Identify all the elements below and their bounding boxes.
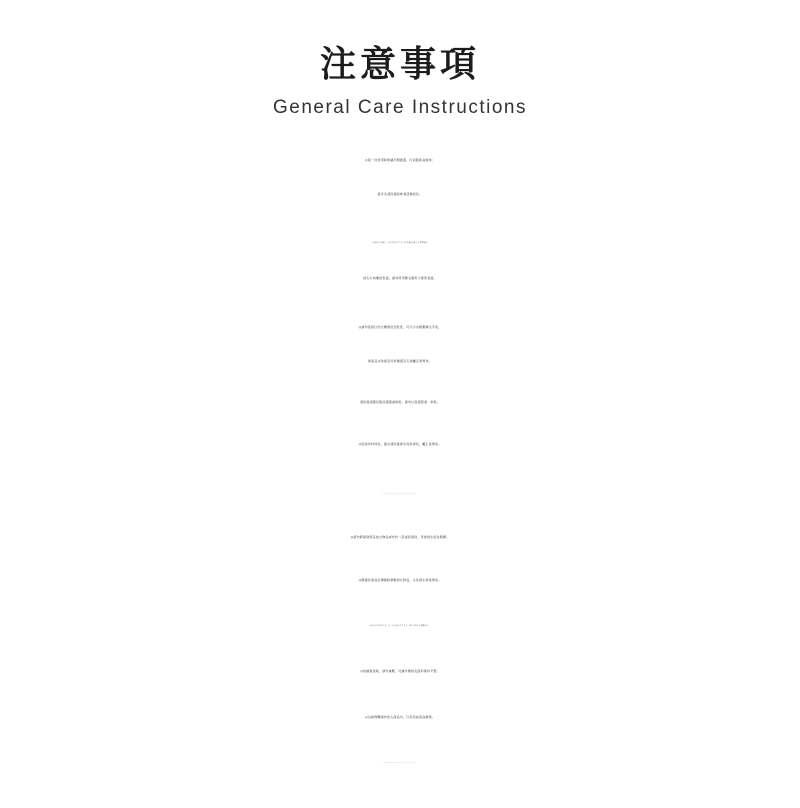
instruction-line-odor-fade: 經多次清洗後氣味會逐漸淡化。 — [377, 192, 423, 196]
instruction-line-storage: ◎收納提袋時，請勿重壓，可讓外層絨毛面料保持平整。 — [360, 669, 440, 673]
instruction-line-no-soak: ◎請勿將提袋與其他衣物品或布料一起浸泡清洗，恐會發生染色問題。 — [350, 535, 450, 539]
page-title: 注意事項 — [319, 43, 480, 85]
instruction-line-no-bleach — [0, 480, 800, 508]
instruction-line-pocket-weight — [0, 749, 800, 777]
instruction-line-batch-color: ◎因布料為批次生產，每一商品如有些許色差，屬正常現象不影響使用。 — [369, 626, 431, 627]
instruction-line-surface-clean: ◎如遇表面髒汙，可使用乾布沾些許中性清潔劑或肥皂水輕輕順著 — [372, 243, 428, 244]
instruction-line-color-loss: ◎因絨布料特性，過水清洗後會有些許掉色，屬正常現象。 — [358, 442, 442, 446]
instruction-line-avoid-friction: ◎應避免商品於潮濕時摩擦到衣物品，以免發生移染現象。 — [358, 578, 442, 582]
page-subtitle: General Care Instructions — [273, 97, 527, 118]
instruction-line-wrinkles: 如產品水洗後有些許皺褶及毛球屬正常現象。 — [367, 359, 432, 363]
instruction-line-drying: 清洗後請置於陰涼通風處晾乾。請勿以高溫熨燙、烘乾。 — [359, 400, 440, 404]
instruction-line-hand-wash: ◎請勿直接以洗衣機清洗及乾洗，可以冷水輕壓順毛手洗， — [358, 325, 442, 329]
instruction-line-ventilation: ◎第一次使用時建議打開通風，可消散新品餘味； — [364, 158, 436, 162]
instruction-line-sharp-objects: ◎尖銳物體請勿放入商品內，以免造成商品損壞。 — [364, 715, 436, 719]
instruction-line-wipe-direction: 絨毛方向擦拭表面，請勿使用硬毛刷用力搓洗表面。 — [363, 276, 437, 280]
